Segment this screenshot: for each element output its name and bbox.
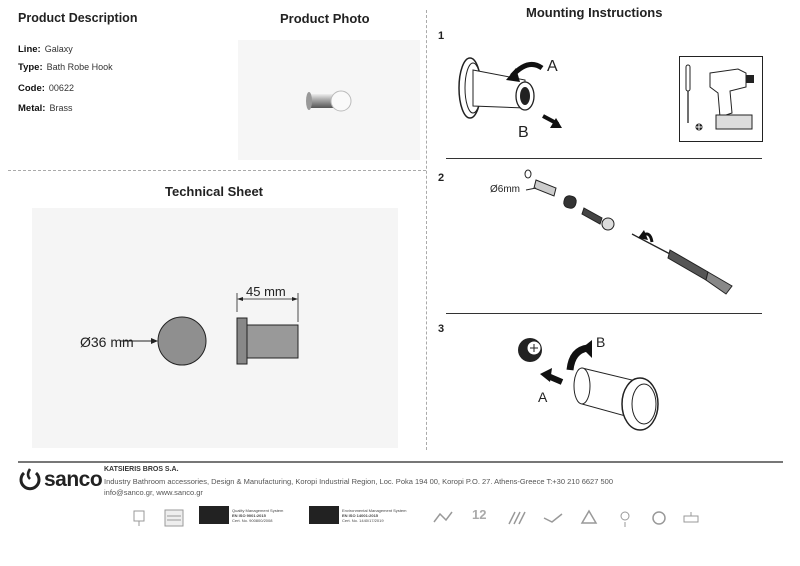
water-resistant-icon xyxy=(432,508,454,528)
length-label: 45 mm xyxy=(246,284,286,299)
step-1-illustration xyxy=(450,40,580,140)
product-description-title: Product Description xyxy=(18,11,138,25)
step-3-label-b: B xyxy=(596,334,606,350)
easy-clean-icon xyxy=(542,508,564,528)
step-1-label-b: B xyxy=(518,124,529,141)
mounting-title: Mounting Instructions xyxy=(526,5,663,20)
screwdriver-drill-icon xyxy=(680,57,762,141)
sanco-logo-icon xyxy=(18,467,42,493)
step-divider xyxy=(446,313,762,314)
spec-metal: Metal: Brass xyxy=(18,103,73,114)
product-photo xyxy=(238,40,420,160)
eu-flag-icon xyxy=(199,506,229,524)
column-divider xyxy=(426,10,427,450)
spec-type: Type: Bath Robe Hook xyxy=(18,62,113,73)
footer-divider xyxy=(18,461,783,463)
step-1-label-a: A xyxy=(547,58,558,75)
iso-9001-cert: Quality Management System EN ISO 9001:2015 Cert. No. 900800/2008 xyxy=(199,506,302,524)
section-divider xyxy=(8,170,426,171)
patent-icon xyxy=(128,508,150,528)
eco-icon xyxy=(648,508,670,528)
company-address: Industry Bathroom accessories, Design & Manufacturing, Koropi Industrial Region, Loc. Poka 194 00, Koropi P.O. 27. Athens-Greece T:+30 210 6627 500 xyxy=(104,477,613,486)
company-name: KATSIERIS BROS S.A. xyxy=(104,466,179,473)
no-drill-icon xyxy=(680,508,702,528)
technical-sheet-title: Technical Sheet xyxy=(165,184,264,199)
step-3-label-a: A xyxy=(538,389,548,405)
step-divider xyxy=(446,158,762,159)
company-contact[interactable]: info@sanco.gr, www.sanco.gr xyxy=(104,488,203,497)
eu-flag-icon xyxy=(309,506,339,524)
dowel-diameter-label: Ø6mm xyxy=(490,184,520,195)
step-2-number: 2 xyxy=(438,172,445,184)
technical-drawing xyxy=(32,208,398,448)
recycle-icon xyxy=(578,508,600,528)
tools-required-box xyxy=(679,56,763,142)
diameter-label: Ø36 mm xyxy=(80,334,134,350)
spec-code: Code: 00622 xyxy=(18,83,74,94)
step-2-illustration xyxy=(520,168,760,303)
brushed-finish-icon xyxy=(505,508,527,528)
sun-resistant-icon xyxy=(614,508,636,528)
step-3-number: 3 xyxy=(438,323,445,335)
spec-line: Line: Galaxy xyxy=(18,44,73,55)
quality-100-icon xyxy=(163,508,185,528)
sanco-logo: sanco xyxy=(18,467,98,493)
product-photo-title: Product Photo xyxy=(280,11,370,26)
step-3-illustration xyxy=(508,330,668,440)
warranty-years-badge: 12 xyxy=(472,507,487,522)
step-1-number: 1 xyxy=(438,30,445,42)
iso-14001-cert: Environmental Management System EN ISO 14001:2015 Cert. No. 1440/17/2019 xyxy=(309,506,412,524)
